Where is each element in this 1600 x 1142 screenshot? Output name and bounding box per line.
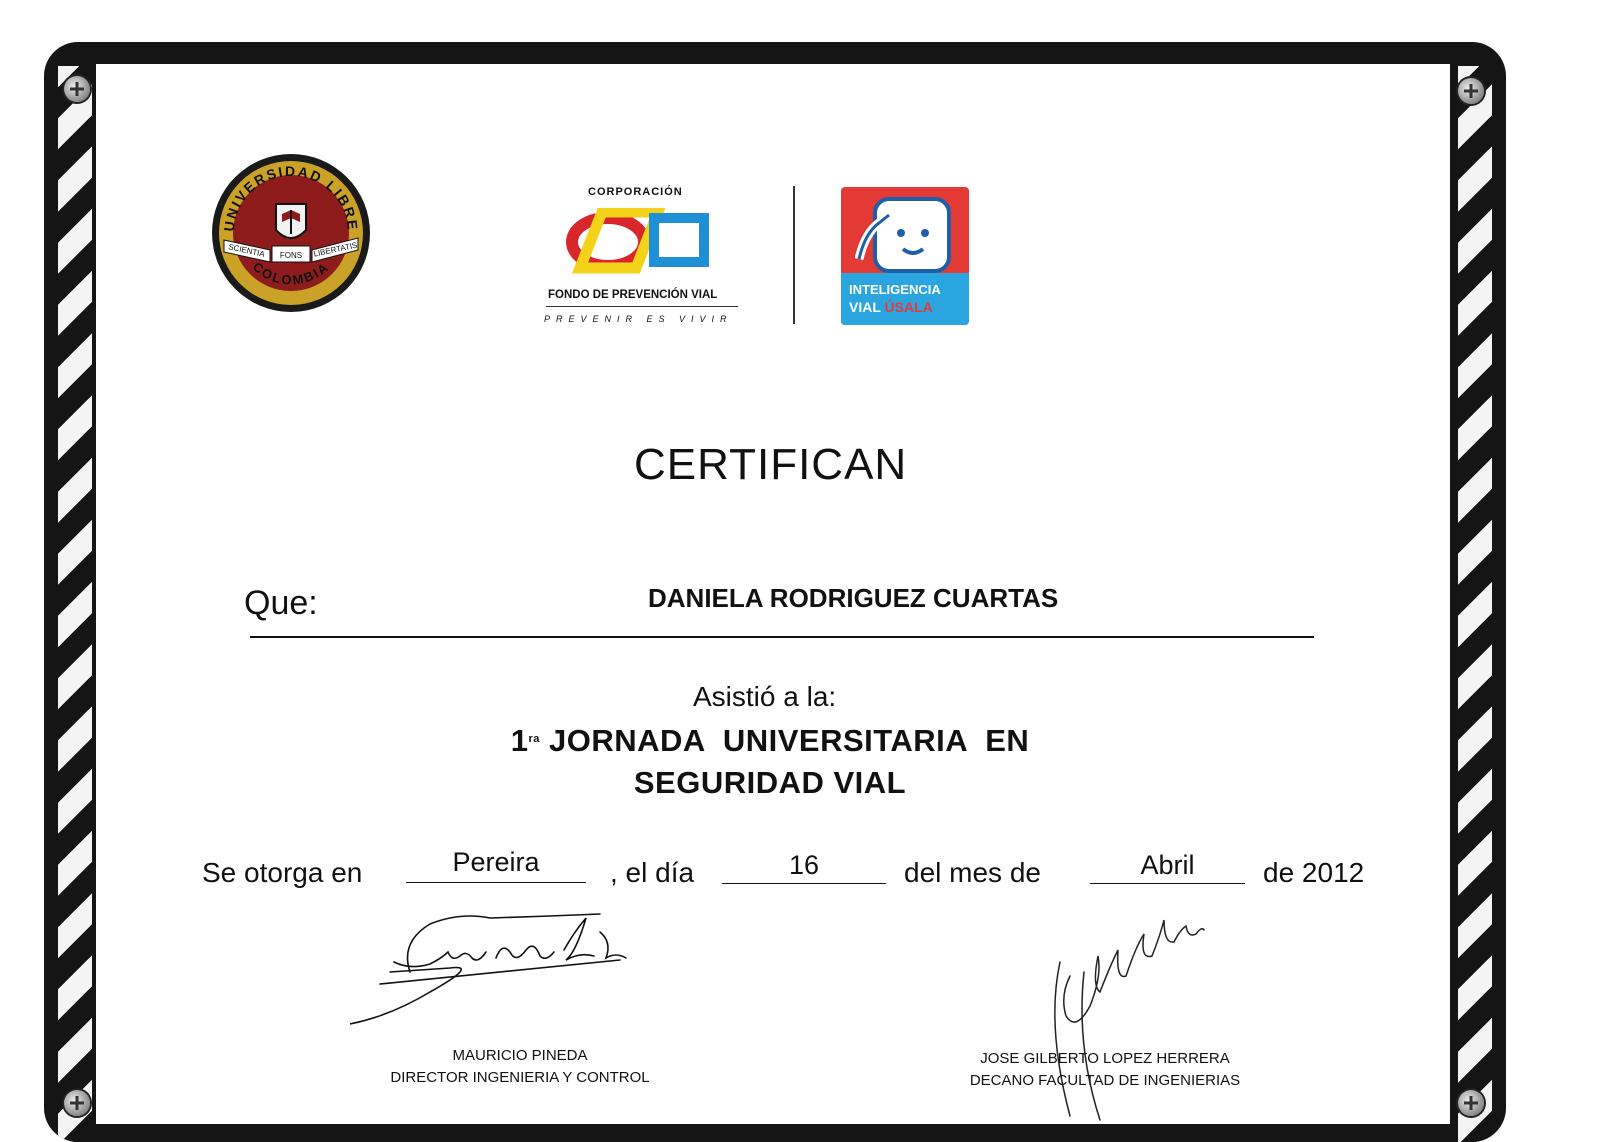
event-number: 1: [510, 723, 529, 758]
fondo-name-text: FONDO DE PREVENCIÓN VIAL: [548, 289, 718, 301]
year-label: de 2012: [1263, 857, 1365, 888]
signer-1-title: DIRECTOR INGENIERIA Y CONTROL: [390, 1069, 650, 1086]
signer-2-title: DECANO FACULTAD DE INGENIERIAS: [969, 1072, 1241, 1089]
screw-icon: [1458, 1090, 1484, 1116]
screw-icon: [1458, 78, 1484, 104]
seal-ribbon-left: SCIENTIA: [227, 242, 266, 259]
month-line: [1090, 883, 1245, 884]
event-line-1: [420, 720, 1120, 762]
screw-icon: [64, 1090, 90, 1116]
city-line: [406, 882, 586, 883]
seal-ribbon-right: LIBERTATIS: [312, 240, 359, 259]
month-label: del mes de: [904, 857, 1041, 888]
certificate-title: CERTIFICAN: [634, 440, 908, 489]
signature-1-block: [360, 1045, 680, 1089]
logo-separator: [793, 186, 795, 324]
fondo-prevencion-vial-logo-icon: [566, 208, 716, 274]
city-value: Pereira: [452, 847, 540, 877]
universidad-libre-seal: [210, 152, 372, 314]
day-value: 16: [788, 850, 820, 880]
event-line-2: SEGURIDAD VIAL: [633, 765, 907, 800]
month-value: Abril: [1140, 850, 1195, 880]
granted-in-label: Se otorga en: [202, 857, 363, 888]
seal-ring-bottom-text: COLOMBIA: [249, 258, 333, 288]
vial-text: VIAL: [849, 299, 881, 315]
fondo-corporacion-text: CORPORACIÓN: [588, 186, 683, 198]
event-name: [420, 720, 1120, 804]
usala-text: ÚSALA: [884, 299, 933, 315]
signature-1-handwritten: [350, 912, 670, 1032]
que-label: Que:: [244, 584, 318, 622]
event-ordinal: ra: [528, 733, 540, 745]
seal-ribbon-center: FONS: [279, 251, 303, 260]
signer-1-name: MAURICIO PINEDA: [452, 1047, 588, 1064]
recipient-name-line: [250, 636, 1314, 638]
signature-2-block: [950, 1048, 1260, 1092]
assisted-label: Asistió a la:: [693, 681, 837, 712]
vial-usala-text: [849, 299, 933, 315]
screw-icon: [64, 76, 90, 102]
inteligencia-vial-logo: [841, 187, 969, 325]
day-label: , el día: [610, 857, 695, 888]
day-line: [722, 883, 886, 884]
left-hazard-stripes: [58, 66, 92, 1142]
right-hazard-stripes: [1458, 66, 1492, 1142]
signer-2-name: JOSE GILBERTO LOPEZ HERRERA: [980, 1050, 1230, 1067]
inteligencia-text: INTELIGENCIA: [849, 282, 941, 297]
seal-ring-top-text: UNIVERSIDAD LIBRE: [220, 163, 362, 233]
thinking-face-icon: [855, 193, 959, 275]
event-line-1-text: JORNADA UNIVERSITARIA EN: [548, 723, 1030, 758]
fondo-divider: [546, 306, 738, 307]
recipient-name: DANIELA RODRIGUEZ CUARTAS: [648, 583, 1059, 613]
fondo-motto-text: PREVENIR ES VIVIR: [544, 314, 733, 324]
